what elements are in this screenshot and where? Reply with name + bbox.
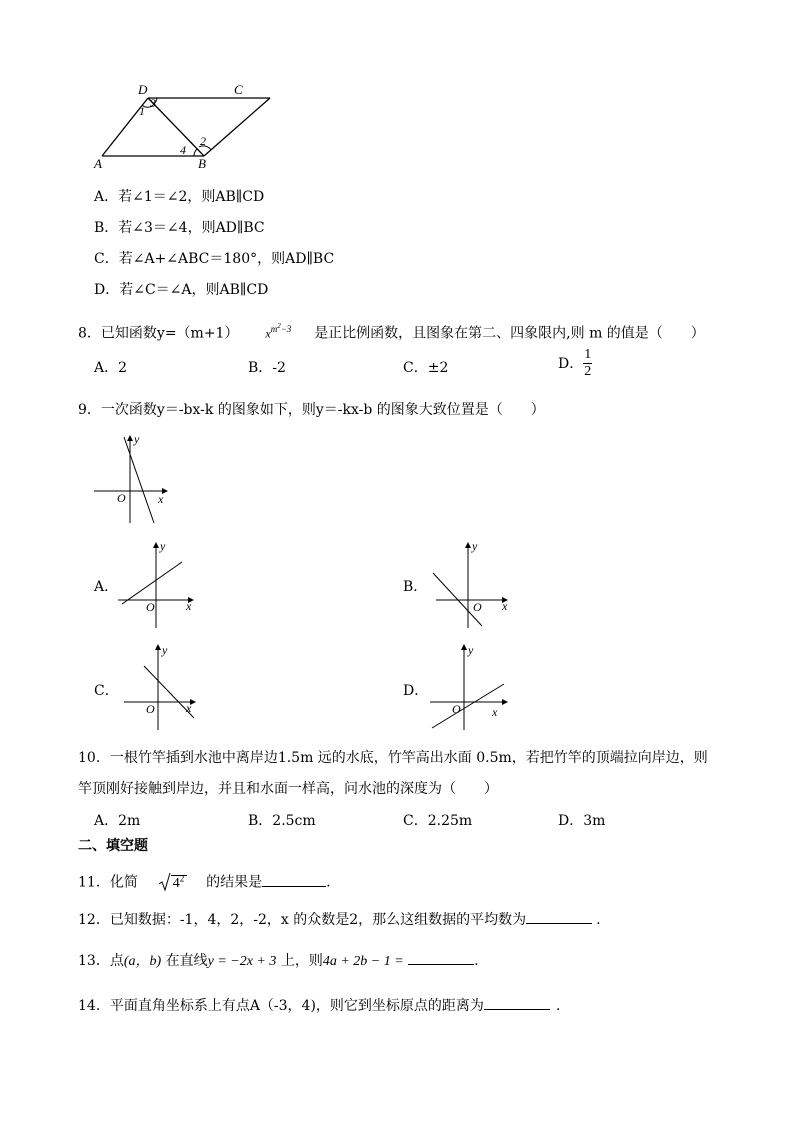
q9-option-b-graph <box>430 540 516 636</box>
q11-suffix: 的结果是 <box>206 874 263 891</box>
label-2: 2 <box>200 134 206 148</box>
q9-option-d-label: D． <box>403 683 429 699</box>
y-axis-arrow <box>127 435 133 441</box>
label-b: B <box>198 156 206 171</box>
q9-option-b-label: B． <box>403 579 428 595</box>
segment-cb <box>204 98 270 156</box>
q8-option-b: B．-2 <box>248 360 286 376</box>
origin-label: O <box>117 491 126 505</box>
q10-option-a: A．2m <box>94 813 141 829</box>
q13-mid2: 上，则 <box>280 953 323 969</box>
q9-option-a-graph <box>118 540 204 636</box>
parallelogram-figure <box>88 80 278 179</box>
svg-text:y: y <box>160 540 166 553</box>
question-12: 12．已知数据：-1，4，2，-2，x 的众数是2，那么这组数据的平均数为 . <box>78 909 601 929</box>
q8-power-base: x <box>265 326 271 341</box>
axis-y-label: y <box>134 433 140 446</box>
q10-option-d: D．3m <box>558 813 606 829</box>
q11-answer-blank[interactable] <box>262 872 326 887</box>
svg-text:x: x <box>186 701 192 715</box>
angle-arc-b1 <box>194 149 197 156</box>
question-13: 13．点(a，b) 在直线y = −2x + 3 上，则4a + 2b − 1 = . <box>78 950 479 971</box>
question-10-line2: 竿顶刚好接触到岸边，并且和水面一样高，问水池的深度为（ ） <box>78 781 498 797</box>
label-1: 1 <box>139 104 145 118</box>
q8-fraction: $\frac{1}{2}$ <box>584 347 592 379</box>
option-a-line <box>122 562 182 604</box>
q13-point: (a，b) <box>123 954 162 969</box>
q8-suffix: 是正比例函数，且图象在第二、四象限内,则 m 的值是（ ） <box>314 325 705 342</box>
function-line <box>124 437 154 523</box>
q9-option-d-graph <box>426 642 516 738</box>
svg-text:O: O <box>473 600 482 614</box>
q8-option-c: C．±2 <box>403 360 449 376</box>
q8-option-a: A．2 <box>94 360 128 376</box>
q8-exponent: m2−3 <box>270 322 292 334</box>
diagonal-db <box>148 98 204 156</box>
svg-text:y: y <box>468 643 474 657</box>
label-a: A <box>94 156 102 171</box>
q13-answer-blank[interactable] <box>408 950 474 965</box>
label-c: C <box>234 82 243 97</box>
q10-option-c: C．2.25m <box>403 813 473 829</box>
question-14: 14．平面直角坐标系上有点A（-3，4)，则它到坐标原点的距离为 . <box>78 995 560 1015</box>
q11-prefix: 11．化简 <box>78 874 138 891</box>
label-3: 3 <box>150 96 156 110</box>
svg-text:O: O <box>146 600 155 614</box>
q7-option-c: C．若∠A+∠ABC＝180°，则AD∥BC <box>94 251 335 267</box>
question-10-line1: 10．一根竹竿插到水池中离岸边1.5m 远的水底，竹竿高出水面 0.5m，若把竹竿的顶端拉向岸边，则 <box>78 750 708 766</box>
label-d: D <box>138 82 148 97</box>
q11-sqrt: $4^2$ <box>159 869 188 893</box>
q13-mid: 在直线 <box>165 953 208 969</box>
svg-text:x: x <box>492 705 498 719</box>
svg-text:x: x <box>186 599 192 613</box>
q12-answer-blank[interactable] <box>526 909 592 924</box>
question-8 <box>78 317 705 343</box>
q12-text: 12．已知数据：-1，4，2，-2，x 的众数是2，那么这组数据的平均数为 <box>78 912 527 928</box>
q9-reference-graph <box>94 433 174 532</box>
q7-option-b: B．若∠3＝∠4，则AD∥BC <box>94 220 265 236</box>
label-4: 4 <box>180 143 186 157</box>
svg-text:O: O <box>146 702 155 716</box>
q8-option-d: D． $\frac{1}{2}$ <box>558 347 592 379</box>
q9-option-c-graph <box>120 642 206 738</box>
svg-text:y: y <box>472 540 478 553</box>
axis-x-label: x <box>158 492 164 506</box>
question-11: 11．化简 $4^2$ 的结果是 . <box>78 869 331 893</box>
q14-answer-blank[interactable] <box>484 995 550 1010</box>
question-9: 9．一次函数y＝-bx-k 的图象如下，则y＝-kx-b 的图象大致位置是（ ） <box>78 402 545 418</box>
q7-option-a: A．若∠1＝∠2，则AB∥CD <box>94 189 265 205</box>
q14-text: 14．平面直角坐标系上有点A（-3，4)，则它到坐标原点的距离为 <box>78 998 484 1014</box>
section-2-title: 二、填空题 <box>78 838 148 854</box>
svg-text:x: x <box>502 599 508 613</box>
q9-option-a-label: A． <box>94 579 119 595</box>
q13-prefix: 13．点 <box>78 953 124 969</box>
q10-option-b: B．2.5cm <box>248 813 316 829</box>
q13-expression: 4a + 2b − 1 = <box>322 954 404 969</box>
q9-option-c-label: C． <box>94 683 119 699</box>
q7-option-d: D．若∠C＝∠A，则AB∥CD <box>94 282 269 298</box>
q13-equation: y = −2x + 3 <box>207 954 277 969</box>
svg-text:y: y <box>162 643 168 657</box>
svg-text:O: O <box>452 702 461 716</box>
q8-prefix: 8．已知函数y=（m+1） <box>78 325 239 342</box>
